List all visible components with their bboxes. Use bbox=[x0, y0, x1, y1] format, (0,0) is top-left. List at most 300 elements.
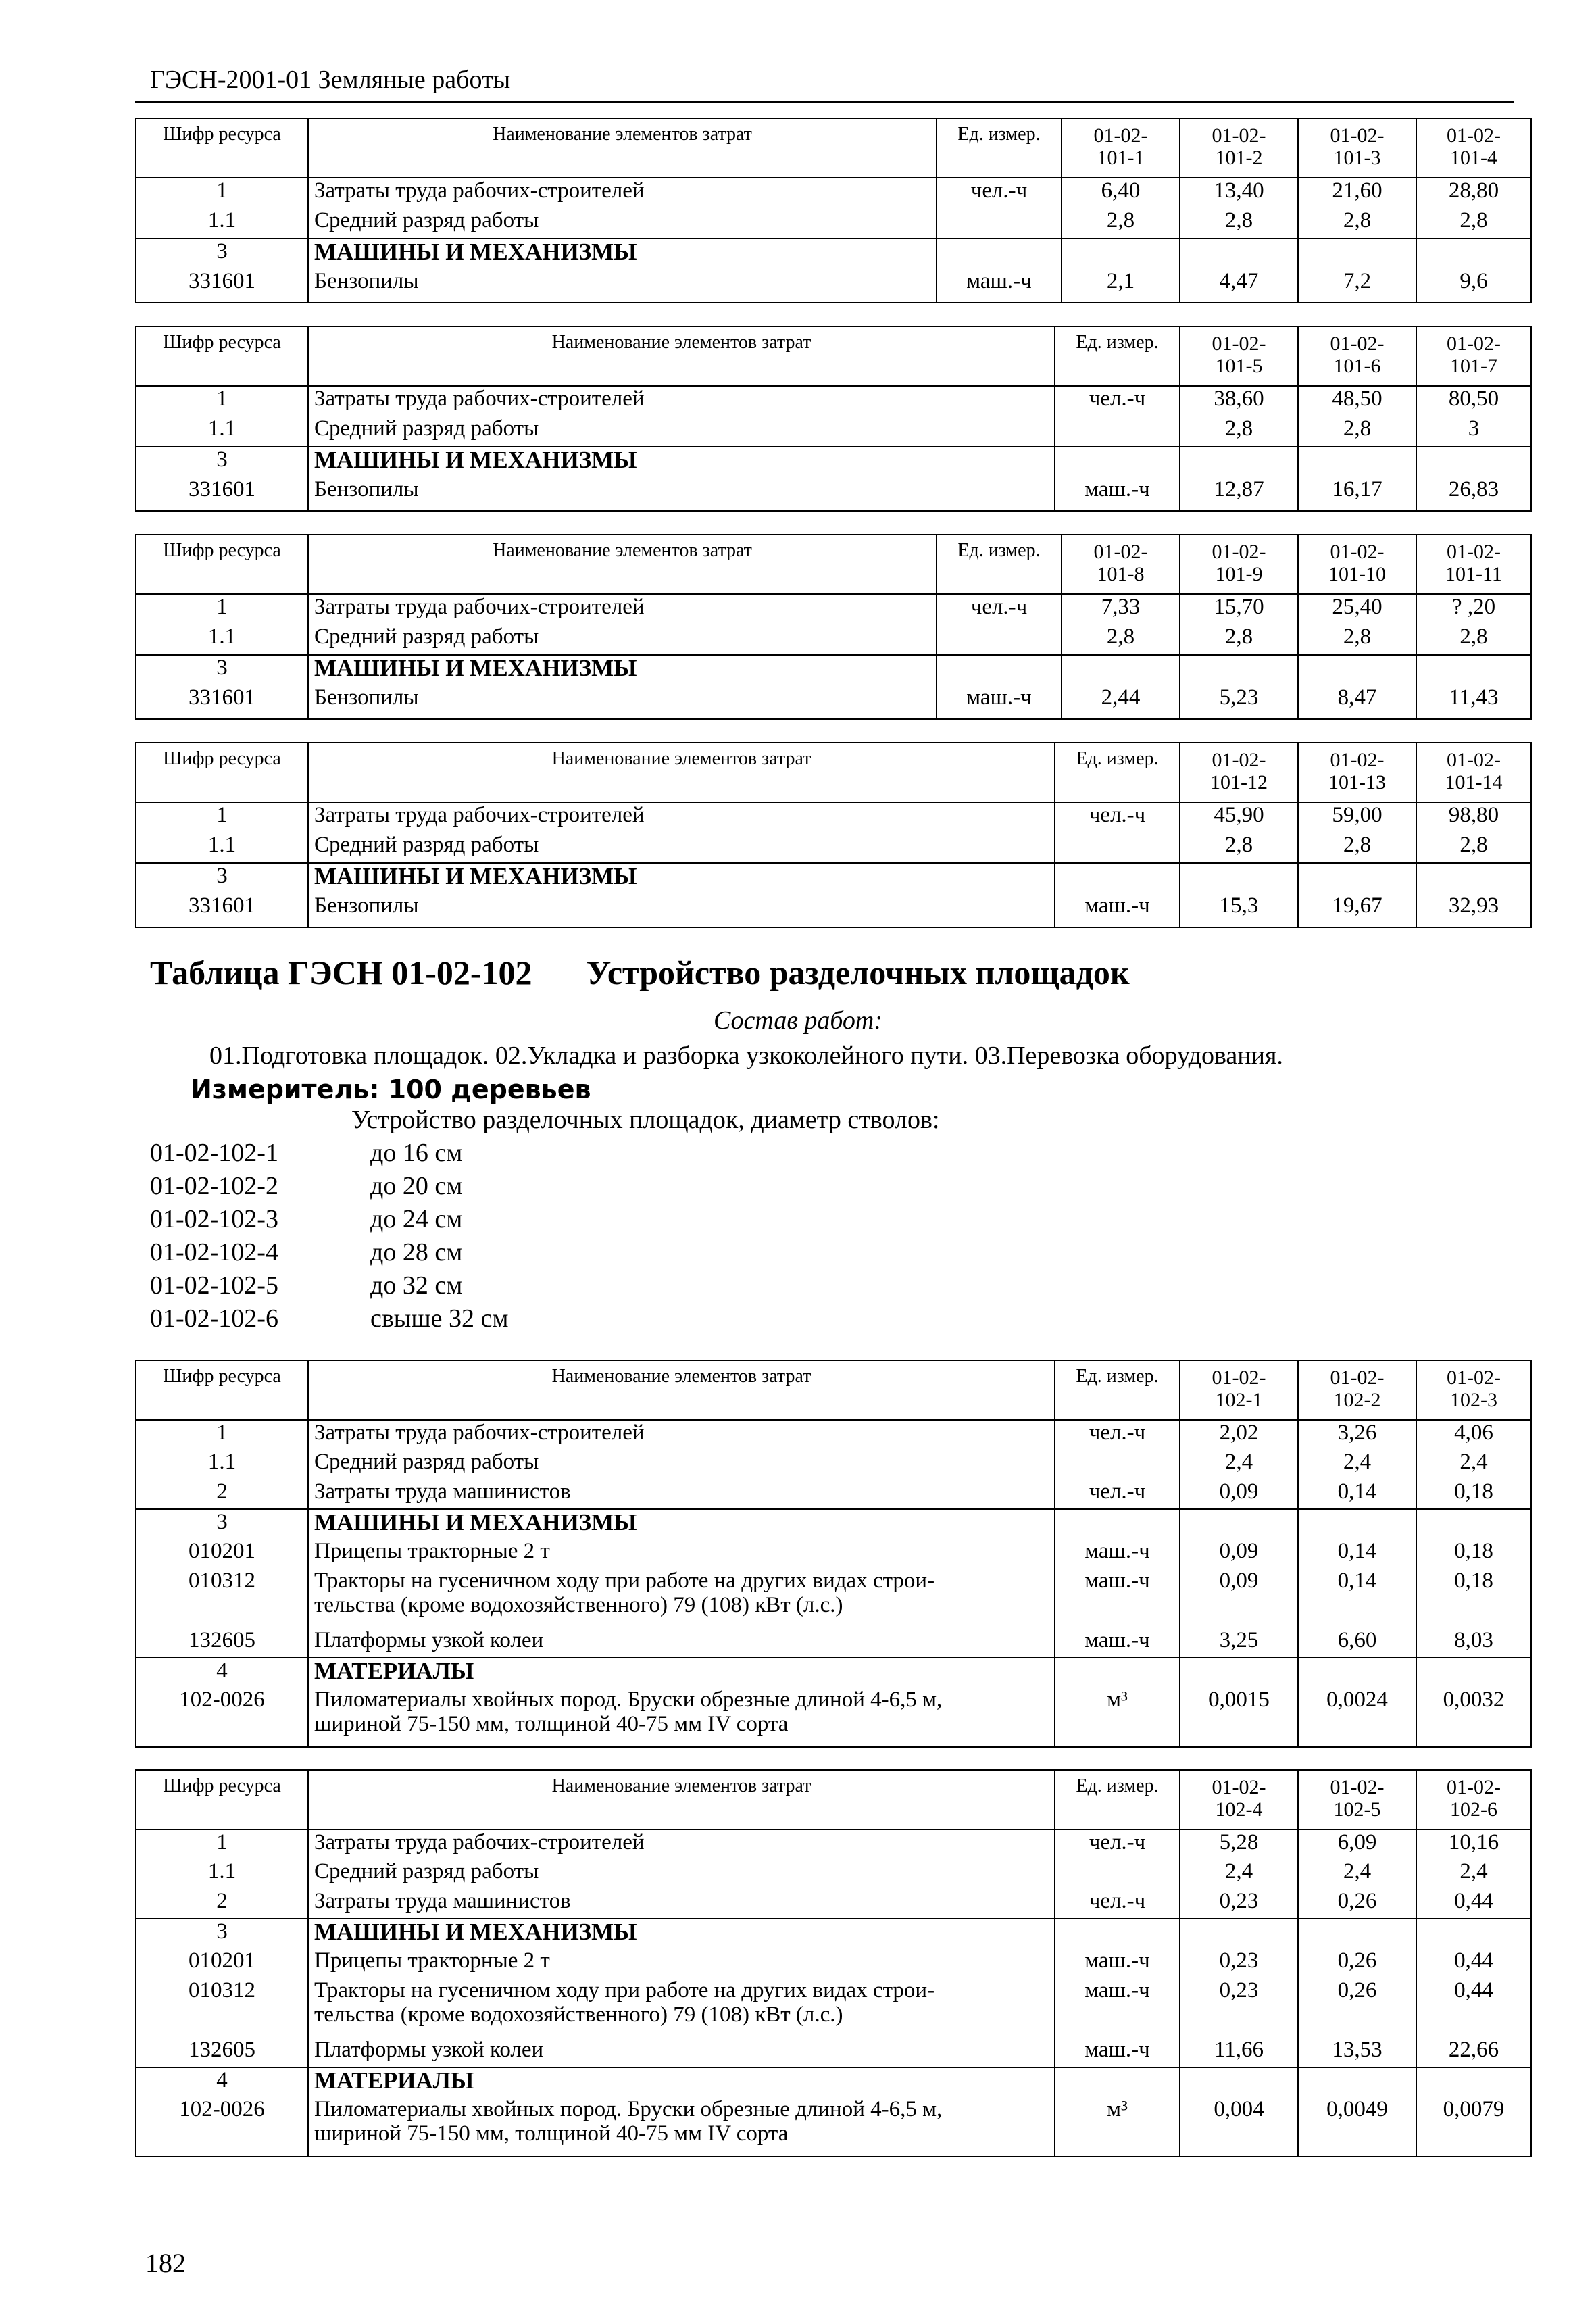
resource-value: 2,8 bbox=[1062, 208, 1180, 239]
resource-code: 1.1 bbox=[136, 1450, 308, 1479]
header-code: Шифр ресурса bbox=[136, 326, 308, 386]
resource-value: 6,40 bbox=[1062, 178, 1180, 208]
resource-unit: маш.-ч bbox=[1055, 1569, 1180, 1628]
resource-name: Средний разряд работы bbox=[308, 833, 1055, 863]
resource-value: 2,8 bbox=[1416, 624, 1531, 655]
resource-value: 2,02 bbox=[1180, 1420, 1298, 1450]
table-id: Таблица ГЭСН 01-02-102 bbox=[150, 954, 532, 991]
header-name: Наименование элементов затрат bbox=[308, 1360, 1055, 1420]
header-unit: Ед. измер. bbox=[937, 118, 1062, 178]
resource-value bbox=[1416, 1509, 1531, 1539]
diameter-code: 01-02-102-3 bbox=[150, 1205, 278, 1233]
table-row bbox=[136, 1859, 1531, 1889]
resource-name: Средний разряд работы bbox=[308, 1859, 1055, 1889]
header-name: Наименование элементов затрат bbox=[308, 535, 937, 594]
resource-unit bbox=[937, 239, 1062, 269]
table-name: Устройство разделочных площадок bbox=[586, 954, 1130, 991]
resource-value: 5,28 bbox=[1180, 1829, 1298, 1859]
resource-code: 1.1 bbox=[136, 208, 308, 239]
resource-value: 2,8 bbox=[1062, 624, 1180, 655]
resource-value: 2,44 bbox=[1062, 685, 1180, 719]
resource-value: 45,90 bbox=[1180, 802, 1298, 833]
resource-name: Платформы узкой колеи bbox=[308, 2038, 1055, 2067]
resource-value: 80,50 bbox=[1416, 386, 1531, 416]
resource-value: 26,83 bbox=[1416, 477, 1531, 511]
resource-name: МАШИНЫ И МЕХАНИЗМЫ bbox=[308, 863, 1055, 893]
resource-value: 5,23 bbox=[1180, 685, 1298, 719]
diameter-text: свыше 32 см bbox=[370, 1304, 509, 1333]
resource-code: 102-0026 bbox=[136, 1688, 308, 1747]
table-row bbox=[136, 1919, 1531, 1948]
diameter-code: 01-02-102-1 bbox=[150, 1139, 278, 1167]
resource-table bbox=[135, 1769, 1532, 2157]
header-rate-code: 01-02- 101-3 bbox=[1298, 118, 1416, 178]
diameter-text: до 24 см bbox=[370, 1205, 463, 1233]
resource-table bbox=[135, 118, 1532, 303]
resource-code: 2 bbox=[136, 1889, 308, 1919]
table-row bbox=[136, 685, 1531, 719]
resource-name: Затраты труда рабочих-строителей bbox=[308, 386, 1055, 416]
header-rate-code: 01-02- 101-13 bbox=[1298, 743, 1416, 802]
resource-value: 11,66 bbox=[1180, 2038, 1298, 2067]
diameter-code: 01-02-102-4 bbox=[150, 1238, 278, 1266]
resource-value: 0,23 bbox=[1180, 1978, 1298, 2038]
resource-value bbox=[1298, 1509, 1416, 1539]
table-row bbox=[136, 2038, 1531, 2067]
resource-code: 010201 bbox=[136, 1948, 308, 1978]
header-rate-code: 01-02- 102-6 bbox=[1416, 1770, 1531, 1829]
resource-table bbox=[135, 1360, 1532, 1748]
resource-unit: маш.-ч bbox=[1055, 1978, 1180, 2038]
table-header-row bbox=[136, 535, 1531, 594]
resource-value bbox=[1180, 863, 1298, 893]
resource-value bbox=[1180, 655, 1298, 685]
resource-value: 11,43 bbox=[1416, 685, 1531, 719]
resource-name: Средний разряд работы bbox=[308, 624, 937, 655]
resource-unit bbox=[1055, 1919, 1180, 1948]
resource-value: 12,87 bbox=[1180, 477, 1298, 511]
resource-code: 4 bbox=[136, 1658, 308, 1688]
resource-name: МАТЕРИАЛЫ bbox=[308, 2067, 1055, 2097]
resource-name: Затраты труда рабочих-строителей bbox=[308, 802, 1055, 833]
header-rate-code: 01-02- 101-4 bbox=[1416, 118, 1531, 178]
resource-value: 0,44 bbox=[1416, 1948, 1531, 1978]
resource-value: 0,18 bbox=[1416, 1539, 1531, 1569]
diameter-text: до 20 см bbox=[370, 1172, 463, 1200]
diameter-item bbox=[150, 1237, 508, 1271]
resource-value bbox=[1180, 447, 1298, 477]
resource-unit: маш.-ч bbox=[1055, 1539, 1180, 1569]
resource-value: 0,004 bbox=[1180, 2097, 1298, 2157]
resource-unit bbox=[1055, 2067, 1180, 2097]
resource-name: МАШИНЫ И МЕХАНИЗМЫ bbox=[308, 1919, 1055, 1948]
resource-unit: чел.-ч bbox=[1055, 1889, 1180, 1919]
resource-code: 331601 bbox=[136, 685, 308, 719]
table-row bbox=[136, 1948, 1531, 1978]
composition-text: 01.Подготовка площадок. 02.Укладка и разборка узкоколейного пути. 03.Перевозка оборудования. bbox=[209, 1041, 1283, 1070]
table-row bbox=[136, 1569, 1531, 1628]
resource-value bbox=[1416, 447, 1531, 477]
table-row bbox=[136, 1479, 1531, 1509]
resource-unit: чел.-ч bbox=[1055, 1479, 1180, 1509]
resource-unit bbox=[1055, 416, 1180, 447]
resource-value: 38,60 bbox=[1180, 386, 1298, 416]
header-rate-code: 01-02- 101-10 bbox=[1298, 535, 1416, 594]
resource-value bbox=[1416, 863, 1531, 893]
resource-name: Средний разряд работы bbox=[308, 416, 1055, 447]
header-code: Шифр ресурса bbox=[136, 535, 308, 594]
resource-unit bbox=[1055, 1509, 1180, 1539]
resource-code: 1.1 bbox=[136, 624, 308, 655]
resource-value: 0,14 bbox=[1298, 1569, 1416, 1628]
composition-label: Состав работ: bbox=[713, 1006, 883, 1035]
resource-value: 7,33 bbox=[1062, 594, 1180, 624]
header-unit: Ед. измер. bbox=[937, 535, 1062, 594]
resource-name: Затраты труда рабочих-строителей bbox=[308, 594, 937, 624]
header-code: Шифр ресурса bbox=[136, 743, 308, 802]
resource-code: 3 bbox=[136, 1919, 308, 1948]
resource-value bbox=[1062, 655, 1180, 685]
resource-value: 4,06 bbox=[1416, 1420, 1531, 1450]
resource-value: 0,14 bbox=[1298, 1479, 1416, 1509]
resource-value bbox=[1416, 239, 1531, 269]
resource-value: 3,26 bbox=[1298, 1420, 1416, 1450]
resource-value: 3 bbox=[1416, 416, 1531, 447]
table-row bbox=[136, 1658, 1531, 1688]
resource-value: 2,4 bbox=[1298, 1859, 1416, 1889]
resource-name: Платформы узкой колеи bbox=[308, 1628, 1055, 1658]
resource-code: 3 bbox=[136, 863, 308, 893]
resource-code: 1.1 bbox=[136, 416, 308, 447]
resource-value: 2,4 bbox=[1180, 1450, 1298, 1479]
resource-unit bbox=[937, 208, 1062, 239]
table-row bbox=[136, 1978, 1531, 2038]
resource-value: 8,03 bbox=[1416, 1628, 1531, 1658]
resource-code: 1.1 bbox=[136, 833, 308, 863]
resource-value: 98,80 bbox=[1416, 802, 1531, 833]
header-rate-code: 01-02- 102-5 bbox=[1298, 1770, 1416, 1829]
header-rate-code: 01-02- 101-6 bbox=[1298, 326, 1416, 386]
resource-value: 6,60 bbox=[1298, 1628, 1416, 1658]
resource-code: 1 bbox=[136, 386, 308, 416]
resource-value: 48,50 bbox=[1298, 386, 1416, 416]
resource-unit: чел.-ч bbox=[937, 178, 1062, 208]
resource-unit bbox=[937, 655, 1062, 685]
resource-name: Прицепы тракторные 2 т bbox=[308, 1539, 1055, 1569]
table-row bbox=[136, 624, 1531, 655]
resource-value: 0,23 bbox=[1180, 1889, 1298, 1919]
resource-code: 1 bbox=[136, 802, 308, 833]
header-rate-code: 01-02- 102-3 bbox=[1416, 1360, 1531, 1420]
resource-code: 1 bbox=[136, 178, 308, 208]
table-row bbox=[136, 239, 1531, 269]
resource-name: Средний разряд работы bbox=[308, 1450, 1055, 1479]
table-row bbox=[136, 2097, 1531, 2157]
resource-name: МАШИНЫ И МЕХАНИЗМЫ bbox=[308, 447, 1055, 477]
resource-name: МАШИНЫ И МЕХАНИЗМЫ bbox=[308, 239, 937, 269]
resource-value: 8,47 bbox=[1298, 685, 1416, 719]
resource-value: 4,47 bbox=[1180, 269, 1298, 303]
resource-value: 2,8 bbox=[1298, 624, 1416, 655]
header-name: Наименование элементов затрат bbox=[308, 1770, 1055, 1829]
header-rate-code: 01-02- 101-12 bbox=[1180, 743, 1298, 802]
resource-code: 010312 bbox=[136, 1978, 308, 2038]
resource-unit bbox=[1055, 1658, 1180, 1688]
resource-unit: маш.-ч bbox=[1055, 1948, 1180, 1978]
table-row bbox=[136, 655, 1531, 685]
table-row bbox=[136, 208, 1531, 239]
resource-value: 2,8 bbox=[1180, 833, 1298, 863]
diameter-code: 01-02-102-6 bbox=[150, 1304, 278, 1333]
resource-value: 13,53 bbox=[1298, 2038, 1416, 2067]
resource-unit: м³ bbox=[1055, 2097, 1180, 2157]
resource-table bbox=[135, 326, 1532, 512]
header-unit: Ед. измер. bbox=[1055, 743, 1180, 802]
resource-name: Тракторы на гусеничном ходу при работе на других видах строи- тельства (кроме водохозяйственного) 79 (108) кВт (л.с.) bbox=[308, 1978, 1055, 2038]
resource-value: 0,18 bbox=[1416, 1479, 1531, 1509]
resource-value: 21,60 bbox=[1298, 178, 1416, 208]
table-row bbox=[136, 1829, 1531, 1859]
table-row bbox=[136, 2067, 1531, 2097]
resource-value: 2,8 bbox=[1298, 208, 1416, 239]
resource-name: Тракторы на гусеничном ходу при работе на других видах строи- тельства (кроме водохозяйственного) 79 (108) кВт (л.с.) bbox=[308, 1569, 1055, 1628]
resource-name: Бензопилы bbox=[308, 269, 937, 303]
resource-value bbox=[1180, 1509, 1298, 1539]
diameter-text: до 16 см bbox=[370, 1139, 463, 1167]
resource-value: 32,93 bbox=[1416, 893, 1531, 927]
resource-code: 3 bbox=[136, 1509, 308, 1539]
resource-value: 6,09 bbox=[1298, 1829, 1416, 1859]
header-code: Шифр ресурса bbox=[136, 118, 308, 178]
resource-value bbox=[1416, 2067, 1531, 2097]
table-row bbox=[136, 802, 1531, 833]
resource-unit bbox=[1055, 1450, 1180, 1479]
resource-unit: чел.-ч bbox=[1055, 1829, 1180, 1859]
header-unit: Ед. измер. bbox=[1055, 326, 1180, 386]
resource-value: 2,8 bbox=[1180, 624, 1298, 655]
resource-name: Затраты труда машинистов bbox=[308, 1479, 1055, 1509]
resource-name: Бензопилы bbox=[308, 893, 1055, 927]
resource-value: 2,4 bbox=[1416, 1450, 1531, 1479]
resource-value: 2,8 bbox=[1180, 416, 1298, 447]
resource-value: 2,8 bbox=[1298, 416, 1416, 447]
resource-value: 28,80 bbox=[1416, 178, 1531, 208]
resource-name: Затраты труда машинистов bbox=[308, 1889, 1055, 1919]
header-rate-code: 01-02- 102-2 bbox=[1298, 1360, 1416, 1420]
header-rate-code: 01-02- 102-4 bbox=[1180, 1770, 1298, 1829]
resource-code: 132605 bbox=[136, 2038, 308, 2067]
resource-unit: маш.-ч bbox=[937, 269, 1062, 303]
resource-name: МАТЕРИАЛЫ bbox=[308, 1658, 1055, 1688]
resource-code: 132605 bbox=[136, 1628, 308, 1658]
resource-value: 9,6 bbox=[1416, 269, 1531, 303]
resource-code: 010312 bbox=[136, 1569, 308, 1628]
table-row bbox=[136, 1420, 1531, 1450]
header-rate-code: 01-02- 101-1 bbox=[1062, 118, 1180, 178]
header-name: Наименование элементов затрат bbox=[308, 118, 937, 178]
diameter-item bbox=[150, 1171, 508, 1204]
resource-unit bbox=[1055, 447, 1180, 477]
resource-value: 0,0079 bbox=[1416, 2097, 1531, 2157]
header-rate-code: 01-02- 102-1 bbox=[1180, 1360, 1298, 1420]
resource-value: 0,14 bbox=[1298, 1539, 1416, 1569]
resource-name: Затраты труда рабочих-строителей bbox=[308, 178, 937, 208]
table-row bbox=[136, 416, 1531, 447]
table-row bbox=[136, 1539, 1531, 1569]
resource-unit: маш.-ч bbox=[1055, 2038, 1180, 2067]
resource-code: 3 bbox=[136, 447, 308, 477]
resource-unit bbox=[1055, 863, 1180, 893]
resource-code: 4 bbox=[136, 2067, 308, 2097]
resource-value: 3,25 bbox=[1180, 1628, 1298, 1658]
header-rule bbox=[135, 101, 1514, 103]
header-rate-code: 01-02- 101-2 bbox=[1180, 118, 1298, 178]
resource-value bbox=[1416, 655, 1531, 685]
diameter-code: 01-02-102-2 bbox=[150, 1172, 278, 1200]
table-row bbox=[136, 833, 1531, 863]
measure-unit: Измеритель: 100 деревьев bbox=[191, 1075, 591, 1104]
resource-unit: маш.-ч bbox=[1055, 477, 1180, 511]
resource-value: 2,4 bbox=[1180, 1859, 1298, 1889]
table-header-row bbox=[136, 326, 1531, 386]
resource-table bbox=[135, 742, 1532, 928]
resource-value: 25,40 bbox=[1298, 594, 1416, 624]
resource-name: Бензопилы bbox=[308, 477, 1055, 511]
resource-value bbox=[1416, 1658, 1531, 1688]
table-header-row bbox=[136, 1360, 1531, 1420]
header-unit: Ед. измер. bbox=[1055, 1360, 1180, 1420]
resource-unit: чел.-ч bbox=[937, 594, 1062, 624]
resource-code: 1.1 bbox=[136, 1859, 308, 1889]
header-code: Шифр ресурса bbox=[136, 1770, 308, 1829]
table-header-row bbox=[136, 118, 1531, 178]
table-row bbox=[136, 447, 1531, 477]
resource-value bbox=[1180, 2067, 1298, 2097]
resource-name: Средний разряд работы bbox=[308, 208, 937, 239]
diameter-text: до 28 см bbox=[370, 1238, 463, 1266]
running-header: ГЭСН-2001-01 Земляные работы bbox=[150, 66, 511, 94]
resource-value: 2,4 bbox=[1298, 1450, 1416, 1479]
resource-name: МАШИНЫ И МЕХАНИЗМЫ bbox=[308, 655, 937, 685]
resource-value: 0,44 bbox=[1416, 1978, 1531, 2038]
resource-unit bbox=[1055, 833, 1180, 863]
resource-value bbox=[1062, 239, 1180, 269]
resource-unit: м³ bbox=[1055, 1688, 1180, 1747]
table-header-row bbox=[136, 1770, 1531, 1829]
resource-code: 1 bbox=[136, 594, 308, 624]
diameter-text: до 32 см bbox=[370, 1271, 463, 1300]
page-number: 182 bbox=[145, 2248, 186, 2278]
table-row bbox=[136, 893, 1531, 927]
resource-code: 102-0026 bbox=[136, 2097, 308, 2157]
resource-value bbox=[1298, 863, 1416, 893]
resource-value: 22,66 bbox=[1416, 2038, 1531, 2067]
resource-code: 3 bbox=[136, 655, 308, 685]
resource-value: ? ,20 bbox=[1416, 594, 1531, 624]
resource-value: 2,8 bbox=[1180, 208, 1298, 239]
resource-unit: чел.-ч bbox=[1055, 802, 1180, 833]
table-row bbox=[136, 1509, 1531, 1539]
resource-value: 0,09 bbox=[1180, 1539, 1298, 1569]
table-row bbox=[136, 1628, 1531, 1658]
resource-unit bbox=[1055, 1859, 1180, 1889]
resource-value: 0,26 bbox=[1298, 1978, 1416, 2038]
resource-name: МАШИНЫ И МЕХАНИЗМЫ bbox=[308, 1509, 1055, 1539]
table-header-row bbox=[136, 743, 1531, 802]
table-row bbox=[136, 863, 1531, 893]
resource-value: 0,0049 bbox=[1298, 2097, 1416, 2157]
resource-code: 2 bbox=[136, 1479, 308, 1509]
resource-value bbox=[1180, 1658, 1298, 1688]
resource-value: 0,09 bbox=[1180, 1569, 1298, 1628]
resource-code: 3 bbox=[136, 239, 308, 269]
resource-value: 0,0024 bbox=[1298, 1688, 1416, 1747]
resource-value: 0,44 bbox=[1416, 1889, 1531, 1919]
table-row bbox=[136, 1688, 1531, 1747]
header-rate-code: 01-02- 101-14 bbox=[1416, 743, 1531, 802]
resource-value: 19,67 bbox=[1298, 893, 1416, 927]
resource-unit: маш.-ч bbox=[937, 685, 1062, 719]
header-unit: Ед. измер. bbox=[1055, 1770, 1180, 1829]
resource-value: 7,2 bbox=[1298, 269, 1416, 303]
resource-name: Затраты труда рабочих-строителей bbox=[308, 1829, 1055, 1859]
header-rate-code: 01-02- 101-8 bbox=[1062, 535, 1180, 594]
table-row bbox=[136, 477, 1531, 511]
table-row bbox=[136, 386, 1531, 416]
resource-value: 0,23 bbox=[1180, 1948, 1298, 1978]
table-row bbox=[136, 178, 1531, 208]
resource-value: 15,3 bbox=[1180, 893, 1298, 927]
resource-value: 59,00 bbox=[1298, 802, 1416, 833]
resource-value: 0,26 bbox=[1298, 1948, 1416, 1978]
resource-unit: маш.-ч bbox=[1055, 1628, 1180, 1658]
resource-code: 010201 bbox=[136, 1539, 308, 1569]
table-row bbox=[136, 594, 1531, 624]
table-heading bbox=[150, 953, 1130, 992]
resource-unit bbox=[937, 624, 1062, 655]
resource-value: 15,70 bbox=[1180, 594, 1298, 624]
diameter-item bbox=[150, 1304, 508, 1337]
resource-name: Пиломатериалы хвойных пород. Бруски обрезные длиной 4-6,5 м, шириной 75-150 мм, толщиной 40-75 мм IV сорта bbox=[308, 1688, 1055, 1747]
diameter-title: Устройство разделочных площадок, диаметр стволов: bbox=[351, 1106, 940, 1134]
resource-code: 331601 bbox=[136, 893, 308, 927]
resource-code: 331601 bbox=[136, 477, 308, 511]
resource-value: 2,8 bbox=[1416, 833, 1531, 863]
resource-value bbox=[1298, 447, 1416, 477]
diameter-list bbox=[150, 1138, 508, 1337]
diameter-item bbox=[150, 1138, 508, 1171]
header-name: Наименование элементов затрат bbox=[308, 326, 1055, 386]
resource-value: 2,8 bbox=[1416, 208, 1531, 239]
resource-unit: чел.-ч bbox=[1055, 1420, 1180, 1450]
header-rate-code: 01-02- 101-11 bbox=[1416, 535, 1531, 594]
resource-unit: чел.-ч bbox=[1055, 386, 1180, 416]
resource-unit: маш.-ч bbox=[1055, 893, 1180, 927]
resource-code: 1 bbox=[136, 1420, 308, 1450]
resource-value: 0,09 bbox=[1180, 1479, 1298, 1509]
resource-value bbox=[1298, 239, 1416, 269]
resource-code: 331601 bbox=[136, 269, 308, 303]
resource-value bbox=[1298, 1919, 1416, 1948]
resource-value: 0,18 bbox=[1416, 1569, 1531, 1628]
resource-name: Прицепы тракторные 2 т bbox=[308, 1948, 1055, 1978]
table-row bbox=[136, 1450, 1531, 1479]
header-rate-code: 01-02- 101-5 bbox=[1180, 326, 1298, 386]
header-rate-code: 01-02- 101-7 bbox=[1416, 326, 1531, 386]
resource-value bbox=[1416, 1919, 1531, 1948]
resource-value: 0,0032 bbox=[1416, 1688, 1531, 1747]
resource-value: 2,8 bbox=[1298, 833, 1416, 863]
